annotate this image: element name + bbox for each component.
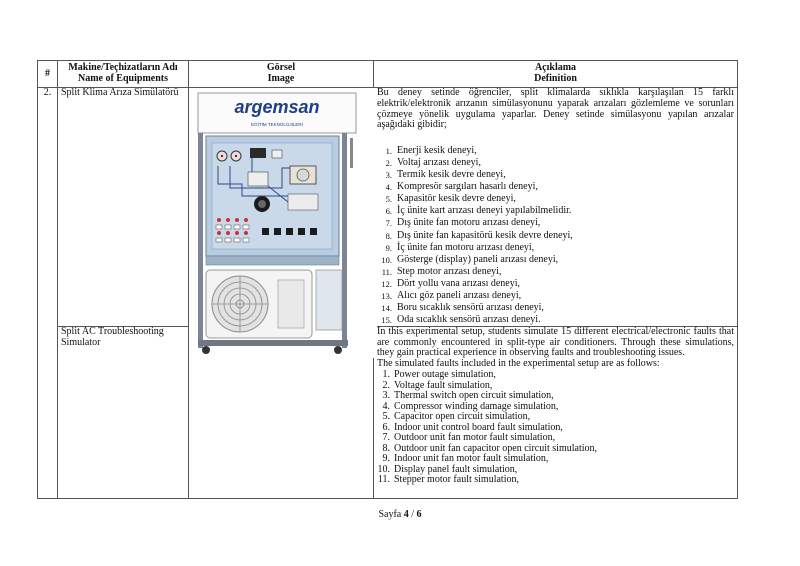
list-item: [377, 145, 734, 157]
list-item-text: Oda sıcaklık sensörü arızası deneyi.: [397, 313, 541, 325]
list-item-number: 3.: [385, 170, 392, 181]
page-separator: /: [408, 509, 417, 520]
page-label: Sayfa: [378, 509, 404, 520]
list-item-text: Indoor unit control board fault simulation,: [394, 421, 563, 433]
list-item-text: İç ünite kart arızası deneyi yapılabilmelidir.: [397, 205, 572, 217]
list-item-number: 8.: [382, 442, 390, 454]
list-item-number: 1.: [385, 146, 392, 157]
list-item: [377, 475, 734, 486]
header-desc-tr: Açıklama: [534, 62, 577, 74]
header-row: [38, 61, 738, 88]
list-item-text: Enerji kesik deneyi,: [397, 145, 477, 157]
brand-subtitle: EĞİTİM TEKNOLOJİLERİ: [251, 122, 303, 127]
list-item-text: Kompresör sargıları hasarlı deneyi,: [397, 181, 538, 193]
equipment-image-cell: [189, 88, 374, 499]
equipment-name-tr: Split Klima Arıza Simülatörü: [58, 88, 189, 327]
list-item-number: 7.: [385, 218, 392, 229]
list-item-number: 5.: [382, 411, 390, 423]
list-item-number: 11.: [377, 474, 390, 486]
list-item-number: 12.: [381, 278, 392, 289]
list-item-number: 3.: [382, 390, 390, 402]
list-item-text: Voltaj arızası deneyi,: [397, 157, 481, 169]
list-item: [377, 242, 734, 254]
header-name: [58, 61, 189, 88]
header-num: #: [38, 61, 58, 88]
list-item-text: Capacitor open circuit simulation,: [394, 411, 531, 423]
header-desc: [374, 61, 738, 88]
description-tr: [374, 88, 738, 327]
list-item-number: 11.: [381, 266, 392, 277]
page-current: 4: [403, 509, 409, 520]
list-item-number: 9.: [382, 453, 390, 465]
list-item-number: 10.: [377, 463, 390, 475]
list-item: [377, 169, 734, 181]
list-item-number: 5.: [385, 194, 392, 205]
equipment-name-en: Split AC Troubleshooting Simulator: [58, 326, 189, 498]
list-item-text: Alıcı göz paneli arızası deneyi,: [397, 289, 522, 301]
fault-list-tr: [377, 145, 734, 326]
list-item-text: Indoor unit fan motor fault simulation,: [394, 453, 549, 465]
list-item-text: Voltage fault simulation,: [394, 379, 493, 391]
list-item-number: 6.: [382, 421, 390, 433]
list-item: [377, 181, 734, 193]
list-item-text: Step motor arızası deneyi,: [397, 265, 502, 277]
header-image: [189, 61, 374, 88]
page-footer: [0, 509, 800, 520]
header-desc-en: Definition: [534, 73, 577, 84]
list-item-number: 15.: [381, 314, 392, 325]
list-item-text: Dış ünite fan motoru arızası deneyi,: [397, 217, 541, 229]
list-item-text: İç ünite fan motoru arızası deneyi,: [397, 241, 535, 253]
list-item-number: 7.: [382, 432, 390, 444]
list-item-number: 10.: [381, 254, 392, 265]
list-item-text: Power outage simulation,: [394, 369, 496, 381]
list-item-text: Kapasitör kesik devre deneyi,: [397, 193, 516, 205]
list-item-text: Outdoor unit fan motor fault simulation,: [394, 432, 556, 444]
header-name-en: Name of Equipments: [77, 73, 168, 84]
list-item: [377, 217, 734, 229]
list-item-number: 6.: [385, 206, 392, 217]
description-en: [374, 326, 738, 498]
table-row: [38, 326, 738, 498]
list-item: [377, 290, 734, 302]
list-item-text: Thermal switch open circuit simulation,: [394, 390, 554, 402]
description-en-lead: The simulated faults included in the experimental setup are as follows:: [377, 358, 660, 370]
list-item-number: 14.: [381, 302, 392, 313]
list-item: [377, 266, 734, 278]
list-item-number: 2.: [385, 158, 392, 169]
list-item: [377, 230, 734, 242]
table-row: [38, 88, 738, 327]
list-item-text: Compressor winding damage simulation,: [394, 400, 559, 412]
list-item: [377, 193, 734, 205]
list-item-number: 8.: [385, 230, 392, 241]
equipment-table: [37, 60, 738, 499]
page-total: 6: [416, 509, 422, 520]
row-number: 2.: [38, 88, 58, 499]
list-item-text: Dört yollu vana arızası deneyi,: [397, 277, 521, 289]
description-en-intro: In this experimental setup, students simulate 15 different electrical/electronic faults that are commonly encountered in split-type air conditioners. Through these simulations, they gain practical experience in observing faults and troubleshooting issues.: [377, 325, 734, 359]
list-item-text: Gösterge (display) paneli arızası deneyi,: [397, 253, 559, 265]
equipment-photo: [192, 88, 377, 358]
list-item-number: 13.: [381, 290, 392, 301]
list-item: [377, 157, 734, 169]
list-item-text: Outdoor unit fan capacitor open circuit simulation,: [394, 442, 597, 454]
list-item-text: Display panel fault simulation,: [394, 463, 518, 475]
list-item: [377, 302, 734, 314]
header-image-tr: Görsel: [266, 62, 296, 74]
list-item-number: 4.: [382, 400, 390, 412]
fault-list-en: [377, 370, 734, 486]
list-item: [377, 278, 734, 290]
brand-logo: argemsan: [234, 97, 320, 117]
list-item-text: Dış ünite fan kapasitörü kesik devre deneyi,: [397, 229, 573, 241]
list-item-text: Termik kesik devre deneyi,: [397, 169, 506, 181]
list-item: [377, 254, 734, 266]
list-item-number: 9.: [385, 242, 392, 253]
list-item-number: 4.: [385, 182, 392, 193]
list-item-number: 2.: [382, 379, 390, 391]
list-item-text: Boru sıcaklık sensörü arızası deneyi,: [397, 301, 544, 313]
list-item: [377, 314, 734, 326]
header-image-en: Image: [267, 73, 295, 84]
list-item-number: 1.: [382, 369, 390, 381]
header-name-tr: Makine/Teçhizatların Adı: [68, 62, 178, 74]
list-item-text: Stepper motor fault simulation,: [394, 474, 519, 486]
description-tr-intro: Bu deney setinde öğrenciler, split klimalarda sıklıkla karşılaşılan 15 farklı elektrik/elektronik arızanın simülasyonunu yaparak arızaları gözlemleme ve sorunları çözmeye yönelik uygulama yaparlar. Deney setinde simülasyonu yapılan arızalar aşağıdaki gibidir;: [377, 87, 734, 131]
list-item: [377, 205, 734, 217]
